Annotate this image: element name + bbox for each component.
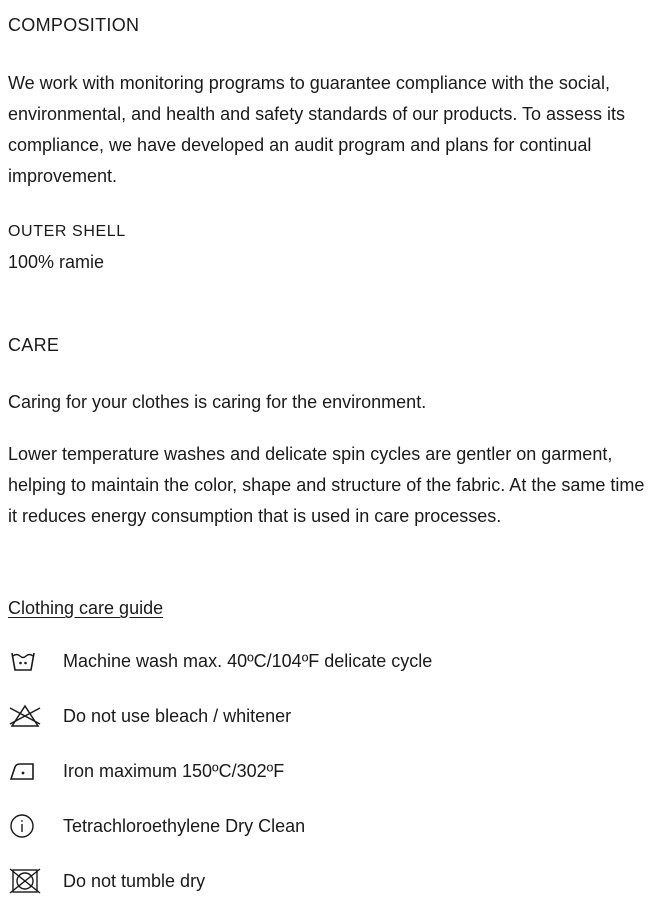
no-tumble-dry-icon <box>8 866 42 896</box>
clothing-care-guide-link[interactable]: Clothing care guide <box>8 598 164 618</box>
machine-wash-icon <box>8 646 42 676</box>
care-instruction-text: Tetrachloroethylene Dry Clean <box>63 816 306 836</box>
iron-icon <box>8 756 42 786</box>
care-title: CARE <box>8 335 60 355</box>
care-instruction-row <box>8 646 432 676</box>
composition-paragraph: We work with monitoring programs to guarantee compliance with the social, environmental, and health and safety standards of our products. To assess its compliance, we have developed an audit program and plans for continual improvement. <box>8 73 626 186</box>
care-intro: Caring for your clothes is caring for the environment. <box>8 392 427 412</box>
care-instruction-row <box>8 756 284 786</box>
care-instruction-row <box>8 811 305 841</box>
composition-title: COMPOSITION <box>8 15 140 35</box>
care-instruction-row <box>8 866 205 896</box>
care-instruction-text: Machine wash max. 40ºC/104ºF delicate cycle <box>63 651 433 671</box>
care-instruction-row <box>8 701 291 731</box>
care-instruction-text: Do not tumble dry <box>63 871 206 891</box>
care-instruction-text: Do not use bleach / whitener <box>63 706 292 726</box>
care-paragraph: Lower temperature washes and delicate spin cycles are gentler on garment, helping to maintain the color, shape and structure of the fabric. At the same time it reduces energy consumption that is used in care processes. <box>8 444 645 526</box>
no-bleach-icon <box>8 701 42 731</box>
outer-shell-value: 100% ramie <box>8 252 105 272</box>
dry-clean-icon <box>8 811 42 841</box>
outer-shell-label: OUTER SHELL <box>8 223 126 240</box>
care-instruction-text: Iron maximum 150ºC/302ºF <box>63 761 285 781</box>
